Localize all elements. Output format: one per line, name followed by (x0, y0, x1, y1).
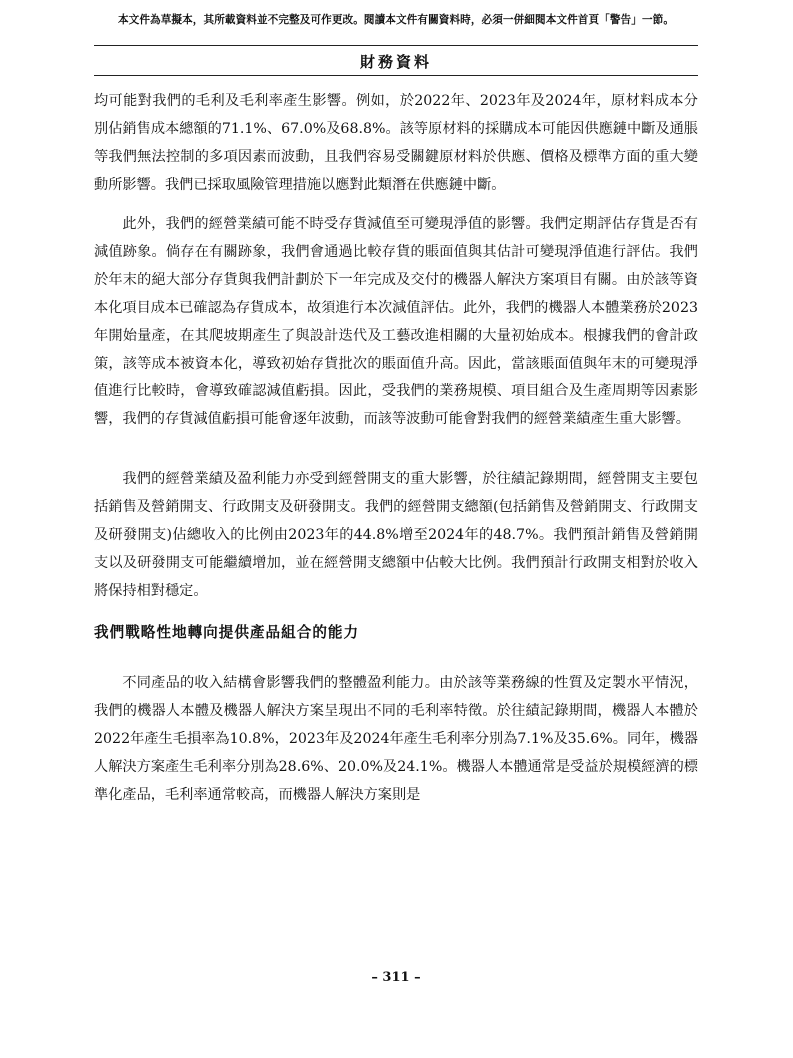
page-number: – 311 – (371, 970, 421, 985)
draft-disclaimer: 本文件為草擬本，其所載資料並不完整及可作更改。閱讀本文件有關資料時，必須一併細閱本文件首頁「警告」一節。 (117, 14, 675, 26)
paragraph-product-mix: 不同產品的收入結構會影響我們的整體盈利能力。由於該等業務線的性質及定製水平情況，我們的機器人本體及機器人解決方案呈現出不同的毛利率特徵。於往績記錄期間，機器人本體於2022年產生毛損率為10.8%，2023年及2024年產生毛利率分別為7.1%及35.6%。同年，機器人解決方案產生毛利率分別為28.6%、20.0%及24.1%。機器人本體通常是受益於規模經濟的標準化產品，毛利率通常較高，而機器人解決方案則是 (94, 675, 698, 803)
header-top-rule (94, 45, 698, 46)
paragraph-inventory-impairment: 此外，我們的經營業績可能不時受存貨減值至可變現淨值的影響。我們定期評估存貨是否有減值跡象。倘存在有關跡象，我們會通過比較存貨的賬面值與其估計可變現淨值進行評估。我們於年末的絕大部分存貨與我們計劃於下一年完成及交付的機器人解決方案項目有關。由於該等資本化項目成本已確認為存貨成本，故須進行本次減值評估。此外，我們的機器人本體業務於2023年開始量產，在其爬坡期產生了與設計迭代及工藝改進相關的大量初始成本。根據我們的會計政策，該等成本被資本化，導致初始存貨批次的賬面值升高。因此，當該賬面值與年末的可變現淨值進行比較時，會導致確認減值虧損。因此，受我們的業務規模、項目組合及生產周期等因素影響，我們的存貨減值虧損可能會逐年波動，而該等波動可能會對我們的經營業績產生重大影響。 (94, 216, 698, 428)
paragraph-operating-expenses: 我們的經營業績及盈利能力亦受到經營開支的重大影響，於往績記錄期間，經營開支主要包括銷售及營銷開支、行政開支及研發開支。我們的經營開支總額(包括銷售及營銷開支、行政開支及研發開支)佔總收入的比例由2023年的44.8%增至2024年的48.7%。我們預計銷售及營銷開支以及研發開支可能繼續增加，並在經營開支總額中佔較大比例。我們預計行政開支相對於收入將保持相對穩定。 (94, 471, 698, 599)
header-bottom-rule (94, 75, 698, 76)
subsection-heading: 我們戰略性地轉向提供產品組合的能力 (94, 624, 360, 641)
paragraph-raw-material-costs: 均可能對我們的毛利及毛利率產生影響。例如，於2022年、2023年及2024年，原材料成本分別佔銷售成本總額的71.1%、67.0%及68.8%。該等原材料的採購成本可能因供應鏈中斷及通脹等我們無法控制的多項因素而波動，且我們容易受關鍵原材料於供應、價格及標準方面的重大變動所影響。我們已採取風險管理措施以應對此類潛在供應鏈中斷。 (94, 93, 698, 193)
section-title: 財務資料 (359, 53, 432, 71)
